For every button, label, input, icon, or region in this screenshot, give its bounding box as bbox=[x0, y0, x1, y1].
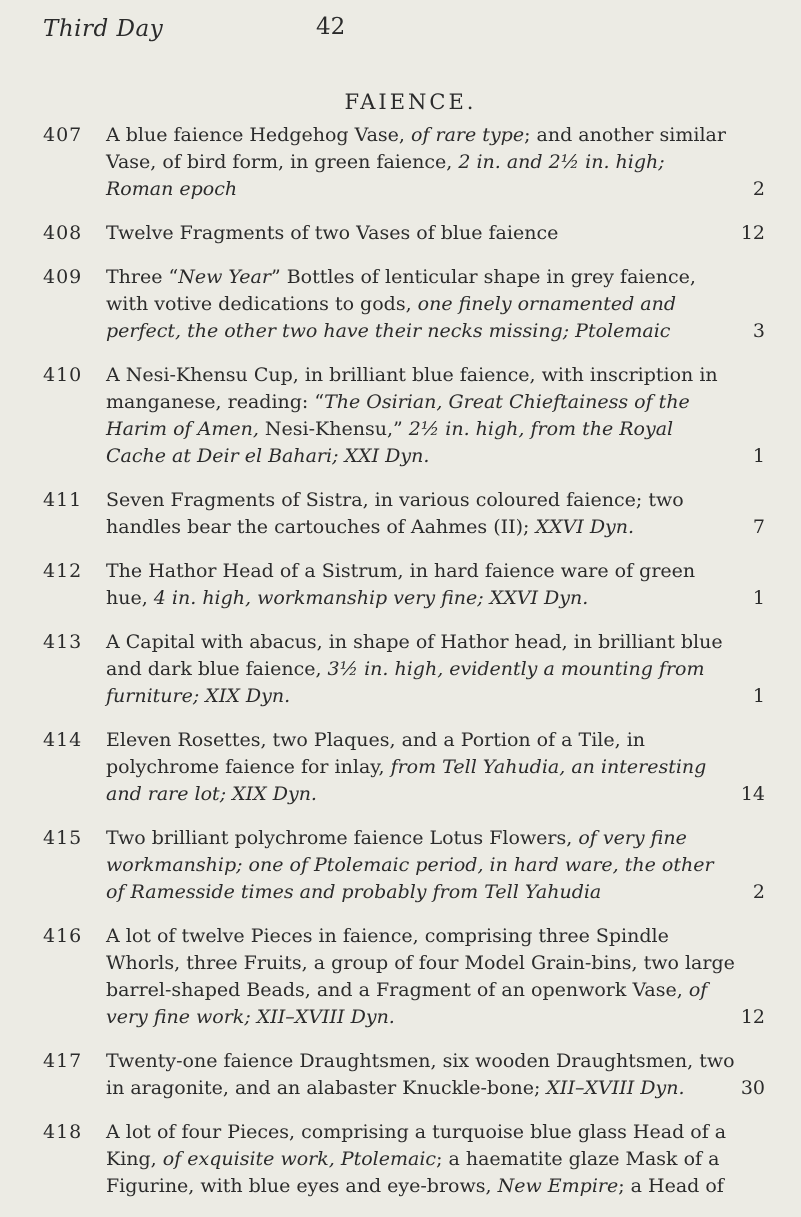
lot-description-italic: The Osirian, Great Chieftainess of the Harim of Amen, bbox=[106, 391, 690, 440]
lot-number: 418 bbox=[43, 1121, 83, 1143]
lot-body bbox=[106, 923, 765, 1031]
lot-quantity: 30 bbox=[740, 1077, 765, 1099]
lot-entry bbox=[43, 825, 765, 906]
lot-description-text: Twenty-one faience Draughtsmen, six wooden Draughtsmen, two in aragonite, and an alabaster Knuckle-bone; bbox=[106, 1050, 735, 1099]
lot-description-text: Nesi-Khensu,” bbox=[258, 418, 409, 440]
lot-entry bbox=[43, 1119, 765, 1200]
lot-description-italic: of very fine work; XII–XVIII Dyn. bbox=[106, 979, 708, 1028]
section-title: FAIENCE. bbox=[344, 90, 477, 114]
lot-quantity: 2 bbox=[752, 881, 765, 903]
lot-quantity: 1 bbox=[752, 445, 765, 467]
lot-description-text: ; a haematite glaze Mask of a Figurine, with blue eyes and eye-brows, bbox=[106, 1148, 720, 1197]
lot-description-text: ; a Head of bbox=[618, 1175, 724, 1197]
lot-entry bbox=[43, 362, 765, 470]
lot-description bbox=[106, 827, 714, 903]
lot-entry bbox=[43, 923, 765, 1031]
lot-description-text: Twelve Fragments of two Vases of blue faience bbox=[106, 222, 559, 244]
lot-quantity: 1 bbox=[752, 587, 765, 609]
lot-description-text: ; and another similar Vase, of bird form, in green faience, bbox=[106, 124, 726, 173]
page-number: 42 bbox=[316, 14, 346, 40]
lot-description-text: Eleven Rosettes, two Plaques, and a Portion of a Tile, in polychrome faience for inlay, bbox=[106, 729, 646, 778]
lot-body bbox=[106, 487, 765, 541]
lot-description bbox=[106, 631, 723, 707]
lot-number: 412 bbox=[43, 560, 83, 582]
lot-description-italic: one finely ornamented and perfect, the other two have their necks missing; Ptolemaic bbox=[106, 293, 677, 342]
lot-description bbox=[106, 222, 558, 244]
lot-description-text: Three “ bbox=[106, 266, 179, 288]
lot-description-text: A Capital with abacus, in shape of Hathor head, in brilliant blue and dark blue faience, bbox=[106, 631, 723, 680]
lot-entry bbox=[43, 1048, 765, 1102]
lot-description-italic: New Empire bbox=[497, 1175, 619, 1197]
lot-entry bbox=[43, 487, 765, 541]
lot-quantity: 14 bbox=[740, 783, 765, 805]
lot-description bbox=[106, 124, 726, 200]
lot-body bbox=[106, 629, 765, 710]
lot-description bbox=[106, 364, 718, 467]
lot-description-italic: of exquisite work, Ptolemaic bbox=[162, 1148, 437, 1170]
lot-description bbox=[106, 560, 695, 609]
lot-list bbox=[43, 122, 765, 1217]
lot-description-italic: 3½ in. high, evidently a mounting from furniture; XIX Dyn. bbox=[106, 658, 705, 707]
lot-body bbox=[106, 220, 765, 247]
lot-description-text: A lot of twelve Pieces in faience, comprising three Spindle Whorls, three Fruits, a group of four Model Grain-bins, two large barrel-shaped Beads, and a Fragment of an openwork Vase, bbox=[106, 925, 735, 1001]
lot-number: 410 bbox=[43, 364, 83, 386]
lot-number: 408 bbox=[43, 222, 83, 244]
lot-body bbox=[106, 558, 765, 612]
lot-description-italic: 2 in. and 2½ in. high; Roman epoch bbox=[106, 151, 665, 200]
lot-body bbox=[106, 825, 765, 906]
lot-description-text: A lot of four Pieces, comprising a turquoise blue glass Head of a King, bbox=[106, 1121, 727, 1170]
lot-number: 414 bbox=[43, 729, 83, 751]
lot-body bbox=[106, 122, 765, 203]
lot-description-italic: 4 in. high, workmanship very fine; XXVI Dyn. bbox=[153, 587, 589, 609]
lot-number: 415 bbox=[43, 827, 83, 849]
lot-quantity: 12 bbox=[740, 222, 765, 244]
lot-entry bbox=[43, 727, 765, 808]
lot-description bbox=[106, 925, 735, 1028]
lot-entry bbox=[43, 220, 765, 247]
lot-quantity: 12 bbox=[740, 1006, 765, 1028]
lot-body bbox=[106, 1119, 765, 1200]
lot-body bbox=[106, 264, 765, 345]
lot-description-text: Seven Fragments of Sistra, in various coloured faience; two handles bear the cartouches of Aahmes (II); bbox=[106, 489, 684, 538]
running-head: Third Day bbox=[43, 16, 164, 42]
lot-number: 417 bbox=[43, 1050, 83, 1072]
lot-quantity: 3 bbox=[752, 320, 765, 342]
lot-body bbox=[106, 1048, 765, 1102]
lot-description bbox=[106, 266, 696, 342]
lot-description bbox=[106, 489, 684, 538]
lot-body bbox=[106, 362, 765, 470]
lot-quantity: 1 bbox=[752, 685, 765, 707]
lot-description-text: Two brilliant polychrome faience Lotus Flowers, bbox=[106, 827, 579, 849]
lot-number: 407 bbox=[43, 124, 83, 146]
lot-quantity: 2 bbox=[752, 178, 765, 200]
lot-description-italic: of very fine workmanship; one of Ptolemaic period, in hard ware, the other of Ramesside times and probably from Tell Yahudia bbox=[106, 827, 714, 903]
lot-number: 416 bbox=[43, 925, 83, 947]
lot-description-italic: 2½ in. high, from the Royal Cache at Deir el Bahari; XXI Dyn. bbox=[106, 418, 674, 467]
lot-description-italic: XXVI Dyn. bbox=[535, 516, 635, 538]
lot-entry bbox=[43, 558, 765, 612]
lot-description-italic: of rare type bbox=[411, 124, 525, 146]
lot-entry bbox=[43, 264, 765, 345]
lot-description-text: ” Bottles of lenticular shape in grey faience, with votive dedications to gods, bbox=[106, 266, 696, 315]
lot-body bbox=[106, 727, 765, 808]
lot-description-text: The Hathor Head of a Sistrum, in hard faience ware of green hue, bbox=[106, 560, 696, 609]
lot-description-text: A blue faience Hedgehog Vase, bbox=[106, 124, 412, 146]
lot-number: 413 bbox=[43, 631, 83, 653]
lot-description-italic: from Tell Yahudia, an interesting and rare lot; XIX Dyn. bbox=[106, 756, 707, 805]
lot-number: 411 bbox=[43, 489, 83, 511]
lot-description-text: A Nesi-Khensu Cup, in brilliant blue faience, with inscription in manganese, reading: “ bbox=[106, 364, 718, 413]
lot-description-italic: XII–XVIII Dyn. bbox=[546, 1077, 685, 1099]
lot-description bbox=[106, 1121, 726, 1197]
lot-entry bbox=[43, 122, 765, 203]
lot-description bbox=[106, 1050, 735, 1099]
lot-entry bbox=[43, 629, 765, 710]
lot-description bbox=[106, 729, 706, 805]
lot-quantity: 7 bbox=[752, 516, 765, 538]
lot-number: 409 bbox=[43, 266, 83, 288]
lot-description-italic: New Year bbox=[178, 266, 271, 288]
